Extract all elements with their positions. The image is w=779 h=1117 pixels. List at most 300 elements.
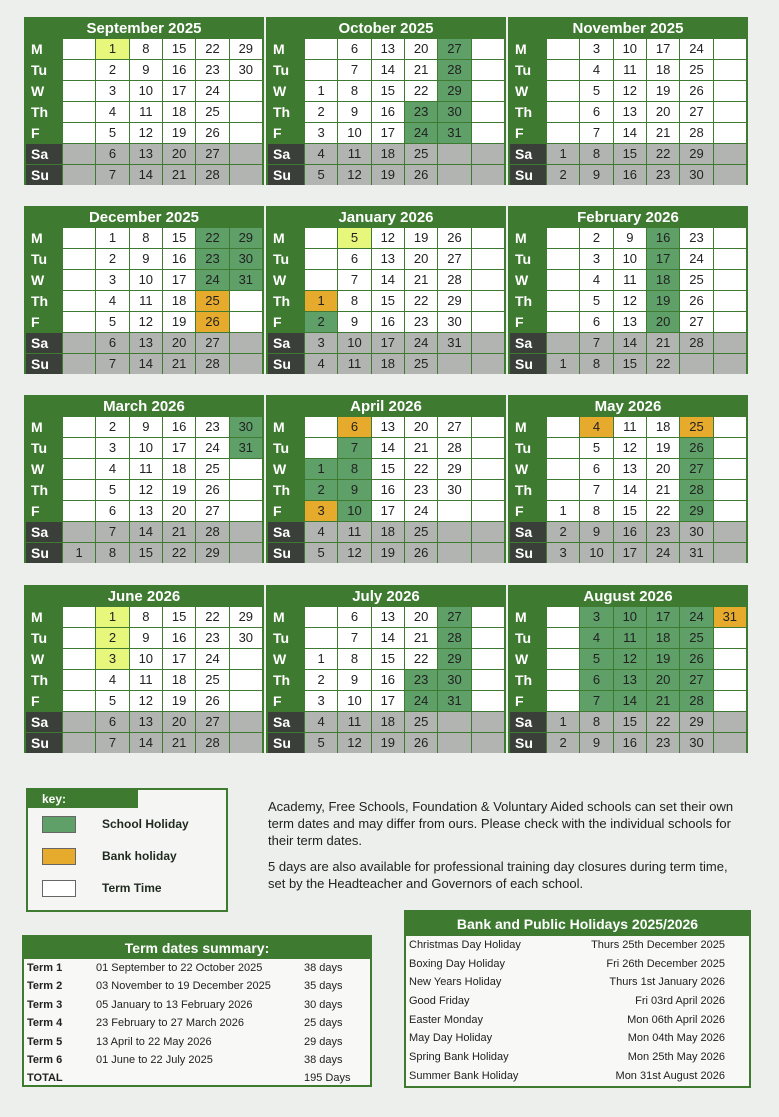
- day-cell: 21: [405, 60, 437, 80]
- day-cell: [547, 459, 579, 479]
- day-cell: 13: [372, 249, 404, 269]
- day-cell: 16: [163, 60, 195, 80]
- day-cell: [472, 249, 504, 269]
- day-cell: 26: [405, 165, 437, 185]
- day-cell: 19: [647, 438, 679, 458]
- day-cell: [714, 628, 746, 648]
- weekday-label: Su: [268, 165, 304, 185]
- day-cell: 9: [130, 628, 162, 648]
- day-cell: 25: [680, 417, 712, 437]
- day-cell: [63, 417, 95, 437]
- day-cell: 26: [405, 543, 437, 563]
- day-cell: 6: [96, 333, 128, 353]
- day-cell: 31: [438, 123, 470, 143]
- month-grid: [268, 417, 504, 561]
- day-cell: 22: [196, 228, 228, 248]
- month-august-2026: [508, 585, 748, 753]
- day-cell: [63, 628, 95, 648]
- day-cell: 9: [338, 670, 370, 690]
- weekday-label: Tu: [510, 628, 546, 648]
- day-cell: 22: [647, 712, 679, 732]
- day-cell: 4: [305, 712, 337, 732]
- month-grid: [26, 39, 262, 183]
- day-cell: 11: [614, 60, 646, 80]
- day-cell: 30: [438, 480, 470, 500]
- day-cell: 5: [580, 291, 612, 311]
- weekday-label: Th: [268, 480, 304, 500]
- month-title: October 2025: [338, 20, 434, 37]
- day-cell: [305, 607, 337, 627]
- day-cell: [472, 607, 504, 627]
- day-cell: 24: [405, 691, 437, 711]
- day-cell: [547, 628, 579, 648]
- day-cell: 16: [647, 228, 679, 248]
- day-cell: 11: [130, 459, 162, 479]
- day-cell: 27: [680, 312, 712, 332]
- day-cell: 24: [405, 333, 437, 353]
- day-cell: 4: [580, 628, 612, 648]
- key-item-bank-holiday: [28, 840, 226, 872]
- day-cell: 17: [647, 249, 679, 269]
- day-cell: [714, 438, 746, 458]
- day-cell: 20: [163, 144, 195, 164]
- day-cell: 14: [130, 522, 162, 542]
- day-cell: 23: [647, 733, 679, 753]
- day-cell: [230, 123, 262, 143]
- day-cell: [230, 480, 262, 500]
- day-cell: 5: [580, 438, 612, 458]
- day-cell: [230, 733, 262, 753]
- month-january-2026: [266, 206, 506, 374]
- weekday-label: Tu: [268, 438, 304, 458]
- weekday-label: Su: [26, 165, 62, 185]
- day-cell: 20: [647, 312, 679, 332]
- day-cell: [472, 649, 504, 669]
- day-cell: 23: [647, 165, 679, 185]
- day-cell: 28: [680, 480, 712, 500]
- term-days: 25 days: [304, 1017, 343, 1030]
- day-cell: 2: [547, 522, 579, 542]
- day-cell: [714, 649, 746, 669]
- day-cell: 23: [405, 102, 437, 122]
- weekday-label: Th: [26, 291, 62, 311]
- day-cell: [438, 144, 470, 164]
- day-cell: 24: [196, 270, 228, 290]
- month-grid: [268, 607, 504, 751]
- term-name: Term 6: [27, 1053, 63, 1066]
- weekday-label: M: [26, 607, 62, 627]
- weekday-label: M: [268, 228, 304, 248]
- weekday-label: Tu: [26, 628, 62, 648]
- weekday-label: Th: [510, 291, 546, 311]
- weekday-label: F: [26, 501, 62, 521]
- day-cell: 3: [96, 649, 128, 669]
- day-cell: 29: [196, 543, 228, 563]
- day-cell: 27: [196, 712, 228, 732]
- day-cell: 14: [614, 123, 646, 143]
- weekday-label: Su: [510, 543, 546, 563]
- bank-holiday-row: [406, 1048, 749, 1067]
- month-title: March 2026: [103, 398, 185, 415]
- day-cell: 24: [680, 39, 712, 59]
- day-cell: [714, 165, 746, 185]
- day-cell: 22: [647, 144, 679, 164]
- day-cell: 13: [130, 501, 162, 521]
- day-cell: 15: [614, 501, 646, 521]
- day-cell: 26: [438, 228, 470, 248]
- term-row: [24, 1014, 370, 1032]
- day-cell: [714, 249, 746, 269]
- holiday-name: Good Friday: [409, 995, 470, 1008]
- day-cell: 20: [647, 102, 679, 122]
- day-cell: 29: [680, 712, 712, 732]
- day-cell: 7: [96, 733, 128, 753]
- holiday-name: Easter Monday: [409, 1013, 483, 1026]
- day-cell: [472, 312, 504, 332]
- day-cell: [63, 522, 95, 542]
- day-cell: 3: [96, 81, 128, 101]
- day-cell: 27: [196, 333, 228, 353]
- day-cell: 20: [405, 417, 437, 437]
- day-cell: 1: [96, 39, 128, 59]
- day-cell: 21: [405, 270, 437, 290]
- day-cell: 22: [196, 607, 228, 627]
- day-cell: [547, 60, 579, 80]
- term-range: 05 January to 13 February 2026: [96, 998, 253, 1011]
- day-cell: [714, 459, 746, 479]
- weekday-label: F: [510, 501, 546, 521]
- day-cell: 10: [614, 607, 646, 627]
- term-row: [24, 996, 370, 1014]
- weekday-label: Sa: [26, 333, 62, 353]
- day-cell: 5: [96, 480, 128, 500]
- day-cell: 29: [230, 607, 262, 627]
- day-cell: [547, 333, 579, 353]
- day-cell: 30: [680, 165, 712, 185]
- weekday-label: M: [510, 228, 546, 248]
- day-cell: [547, 291, 579, 311]
- day-cell: 5: [580, 81, 612, 101]
- day-cell: 11: [338, 712, 370, 732]
- day-cell: 20: [163, 333, 195, 353]
- day-cell: [714, 543, 746, 563]
- day-cell: 30: [438, 312, 470, 332]
- day-cell: 18: [372, 522, 404, 542]
- day-cell: [472, 333, 504, 353]
- weekday-label: Su: [26, 354, 62, 374]
- day-cell: 14: [372, 628, 404, 648]
- day-cell: [230, 522, 262, 542]
- day-cell: [63, 312, 95, 332]
- day-cell: 5: [305, 165, 337, 185]
- day-cell: 15: [163, 39, 195, 59]
- term-name: Term 4: [27, 1017, 63, 1030]
- day-cell: [547, 270, 579, 290]
- weekday-label: Th: [510, 480, 546, 500]
- day-cell: 8: [130, 607, 162, 627]
- day-cell: 8: [338, 459, 370, 479]
- day-cell: 2: [547, 165, 579, 185]
- day-cell: 4: [305, 144, 337, 164]
- day-cell: 8: [580, 712, 612, 732]
- day-cell: [230, 333, 262, 353]
- day-cell: [472, 522, 504, 542]
- day-cell: 29: [230, 39, 262, 59]
- day-cell: [472, 459, 504, 479]
- weekday-label: Su: [268, 733, 304, 753]
- day-cell: [472, 291, 504, 311]
- day-cell: [63, 607, 95, 627]
- day-cell: [438, 733, 470, 753]
- day-cell: 24: [196, 438, 228, 458]
- day-cell: 23: [647, 522, 679, 542]
- bank-holidays-title: Bank and Public Holidays 2025/2026: [406, 912, 749, 936]
- day-cell: 18: [647, 417, 679, 437]
- day-cell: [305, 249, 337, 269]
- day-cell: 16: [372, 670, 404, 690]
- day-cell: [63, 670, 95, 690]
- day-cell: [438, 712, 470, 732]
- day-cell: 14: [614, 691, 646, 711]
- key-label: Term Time: [102, 881, 162, 895]
- day-cell: 8: [96, 543, 128, 563]
- day-cell: 29: [680, 144, 712, 164]
- weekday-label: W: [26, 459, 62, 479]
- day-cell: 19: [163, 480, 195, 500]
- day-cell: 14: [614, 333, 646, 353]
- holiday-name: Boxing Day Holiday: [409, 957, 505, 970]
- month-title: December 2025: [88, 209, 200, 226]
- day-cell: 17: [647, 607, 679, 627]
- day-cell: 7: [96, 522, 128, 542]
- term-days: 35 days: [304, 980, 343, 993]
- day-cell: 2: [305, 102, 337, 122]
- weekday-label: W: [268, 459, 304, 479]
- day-cell: [63, 459, 95, 479]
- weekday-label: Tu: [510, 60, 546, 80]
- holiday-date: Mon 25th May 2026: [627, 1051, 725, 1064]
- day-cell: 18: [372, 712, 404, 732]
- day-cell: [547, 249, 579, 269]
- day-cell: [714, 291, 746, 311]
- day-cell: 7: [580, 123, 612, 143]
- key-label: School Holiday: [102, 817, 189, 831]
- day-cell: 28: [680, 333, 712, 353]
- day-cell: 29: [680, 501, 712, 521]
- day-cell: 19: [163, 123, 195, 143]
- day-cell: 23: [196, 417, 228, 437]
- day-cell: 30: [680, 522, 712, 542]
- day-cell: 26: [196, 691, 228, 711]
- month-title: November 2025: [572, 20, 684, 37]
- day-cell: 1: [547, 712, 579, 732]
- weekday-label: F: [268, 312, 304, 332]
- weekday-label: M: [510, 417, 546, 437]
- day-cell: [230, 459, 262, 479]
- weekday-label: M: [26, 417, 62, 437]
- day-cell: 10: [580, 543, 612, 563]
- day-cell: [63, 501, 95, 521]
- day-cell: 17: [163, 81, 195, 101]
- holiday-name: Christmas Day Holiday: [409, 939, 521, 951]
- weekday-label: Tu: [26, 249, 62, 269]
- day-cell: [547, 649, 579, 669]
- day-cell: [472, 123, 504, 143]
- day-cell: 2: [96, 249, 128, 269]
- school-holiday-swatch: [42, 816, 76, 833]
- weekday-label: Th: [510, 102, 546, 122]
- day-cell: 9: [580, 165, 612, 185]
- day-cell: 21: [405, 438, 437, 458]
- month-grid: [510, 607, 746, 751]
- day-cell: 19: [372, 165, 404, 185]
- day-cell: 6: [96, 501, 128, 521]
- month-grid: [268, 39, 504, 183]
- day-cell: 27: [438, 417, 470, 437]
- day-cell: 19: [647, 291, 679, 311]
- day-cell: [714, 733, 746, 753]
- day-cell: 26: [196, 123, 228, 143]
- day-cell: 7: [580, 480, 612, 500]
- day-cell: 12: [614, 649, 646, 669]
- weekday-label: Sa: [268, 712, 304, 732]
- day-cell: 1: [63, 543, 95, 563]
- day-cell: 12: [614, 81, 646, 101]
- day-cell: 10: [338, 333, 370, 353]
- day-cell: 3: [305, 501, 337, 521]
- holiday-name: Spring Bank Holiday: [409, 1051, 509, 1064]
- day-cell: 23: [405, 312, 437, 332]
- day-cell: 7: [338, 270, 370, 290]
- day-cell: 29: [438, 459, 470, 479]
- day-cell: [438, 354, 470, 374]
- key-item-school-holiday: [28, 808, 226, 840]
- day-cell: 6: [338, 249, 370, 269]
- day-cell: 23: [196, 249, 228, 269]
- day-cell: 28: [196, 354, 228, 374]
- day-cell: [714, 480, 746, 500]
- day-cell: [472, 438, 504, 458]
- holiday-name: Summer Bank Holiday: [409, 1069, 519, 1082]
- day-cell: 13: [372, 39, 404, 59]
- day-cell: [230, 102, 262, 122]
- day-cell: 28: [438, 270, 470, 290]
- month-december-2025: [24, 206, 264, 374]
- term-days: 38 days: [304, 1053, 343, 1066]
- weekday-label: F: [26, 123, 62, 143]
- day-cell: [230, 81, 262, 101]
- day-cell: 26: [405, 733, 437, 753]
- bank-holiday-row: [406, 1011, 749, 1030]
- bank-holiday-row: [406, 1029, 749, 1048]
- day-cell: 20: [405, 249, 437, 269]
- day-cell: 20: [405, 39, 437, 59]
- day-cell: 19: [405, 228, 437, 248]
- day-cell: [230, 670, 262, 690]
- day-cell: 19: [647, 649, 679, 669]
- day-cell: 15: [372, 649, 404, 669]
- holiday-date: Mon 06th April 2026: [627, 1013, 725, 1026]
- day-cell: 16: [372, 312, 404, 332]
- day-cell: 29: [438, 81, 470, 101]
- day-cell: [230, 501, 262, 521]
- day-cell: 12: [130, 123, 162, 143]
- day-cell: [714, 712, 746, 732]
- day-cell: 6: [96, 712, 128, 732]
- day-cell: [472, 417, 504, 437]
- bank-holiday-swatch: [42, 848, 76, 865]
- day-cell: 27: [438, 249, 470, 269]
- month-title: April 2026: [350, 398, 422, 415]
- day-cell: [305, 417, 337, 437]
- day-cell: 2: [547, 733, 579, 753]
- month-grid: [510, 228, 746, 372]
- day-cell: 1: [547, 354, 579, 374]
- day-cell: 5: [305, 543, 337, 563]
- day-cell: 4: [305, 522, 337, 542]
- day-cell: 2: [580, 228, 612, 248]
- day-cell: [472, 733, 504, 753]
- term-summary-title: Term dates summary:: [24, 937, 370, 959]
- day-cell: 24: [196, 649, 228, 669]
- term-row: [24, 977, 370, 995]
- day-cell: 12: [130, 691, 162, 711]
- day-cell: 30: [438, 102, 470, 122]
- day-cell: [63, 60, 95, 80]
- day-cell: [230, 354, 262, 374]
- term-days: 29 days: [304, 1035, 343, 1048]
- day-cell: [63, 438, 95, 458]
- day-cell: 16: [614, 165, 646, 185]
- month-april-2026: [266, 395, 506, 563]
- day-cell: [472, 628, 504, 648]
- term-range: 03 November to 19 December 2025: [96, 980, 271, 993]
- day-cell: [547, 438, 579, 458]
- weekday-label: Sa: [26, 522, 62, 542]
- day-cell: [680, 354, 712, 374]
- day-cell: 14: [372, 438, 404, 458]
- day-cell: 1: [96, 607, 128, 627]
- day-cell: 16: [163, 417, 195, 437]
- day-cell: 12: [338, 733, 370, 753]
- day-cell: 2: [305, 480, 337, 500]
- day-cell: 16: [614, 522, 646, 542]
- day-cell: 19: [372, 543, 404, 563]
- term-name: Term 2: [27, 980, 63, 993]
- day-cell: [547, 417, 579, 437]
- day-cell: 20: [647, 459, 679, 479]
- day-cell: 30: [438, 670, 470, 690]
- day-cell: 15: [614, 354, 646, 374]
- day-cell: 12: [130, 480, 162, 500]
- month-grid: [510, 39, 746, 183]
- day-cell: 11: [130, 291, 162, 311]
- day-cell: [438, 543, 470, 563]
- weekday-label: Tu: [26, 438, 62, 458]
- day-cell: 28: [680, 691, 712, 711]
- bank-holiday-row: [406, 936, 749, 955]
- weekday-label: Sa: [268, 144, 304, 164]
- day-cell: [63, 354, 95, 374]
- term-name: TOTAL: [27, 1072, 63, 1085]
- day-cell: 3: [305, 691, 337, 711]
- weekday-label: W: [268, 649, 304, 669]
- day-cell: 25: [680, 270, 712, 290]
- day-cell: 11: [338, 144, 370, 164]
- day-cell: [472, 228, 504, 248]
- day-cell: 2: [96, 60, 128, 80]
- day-cell: [230, 144, 262, 164]
